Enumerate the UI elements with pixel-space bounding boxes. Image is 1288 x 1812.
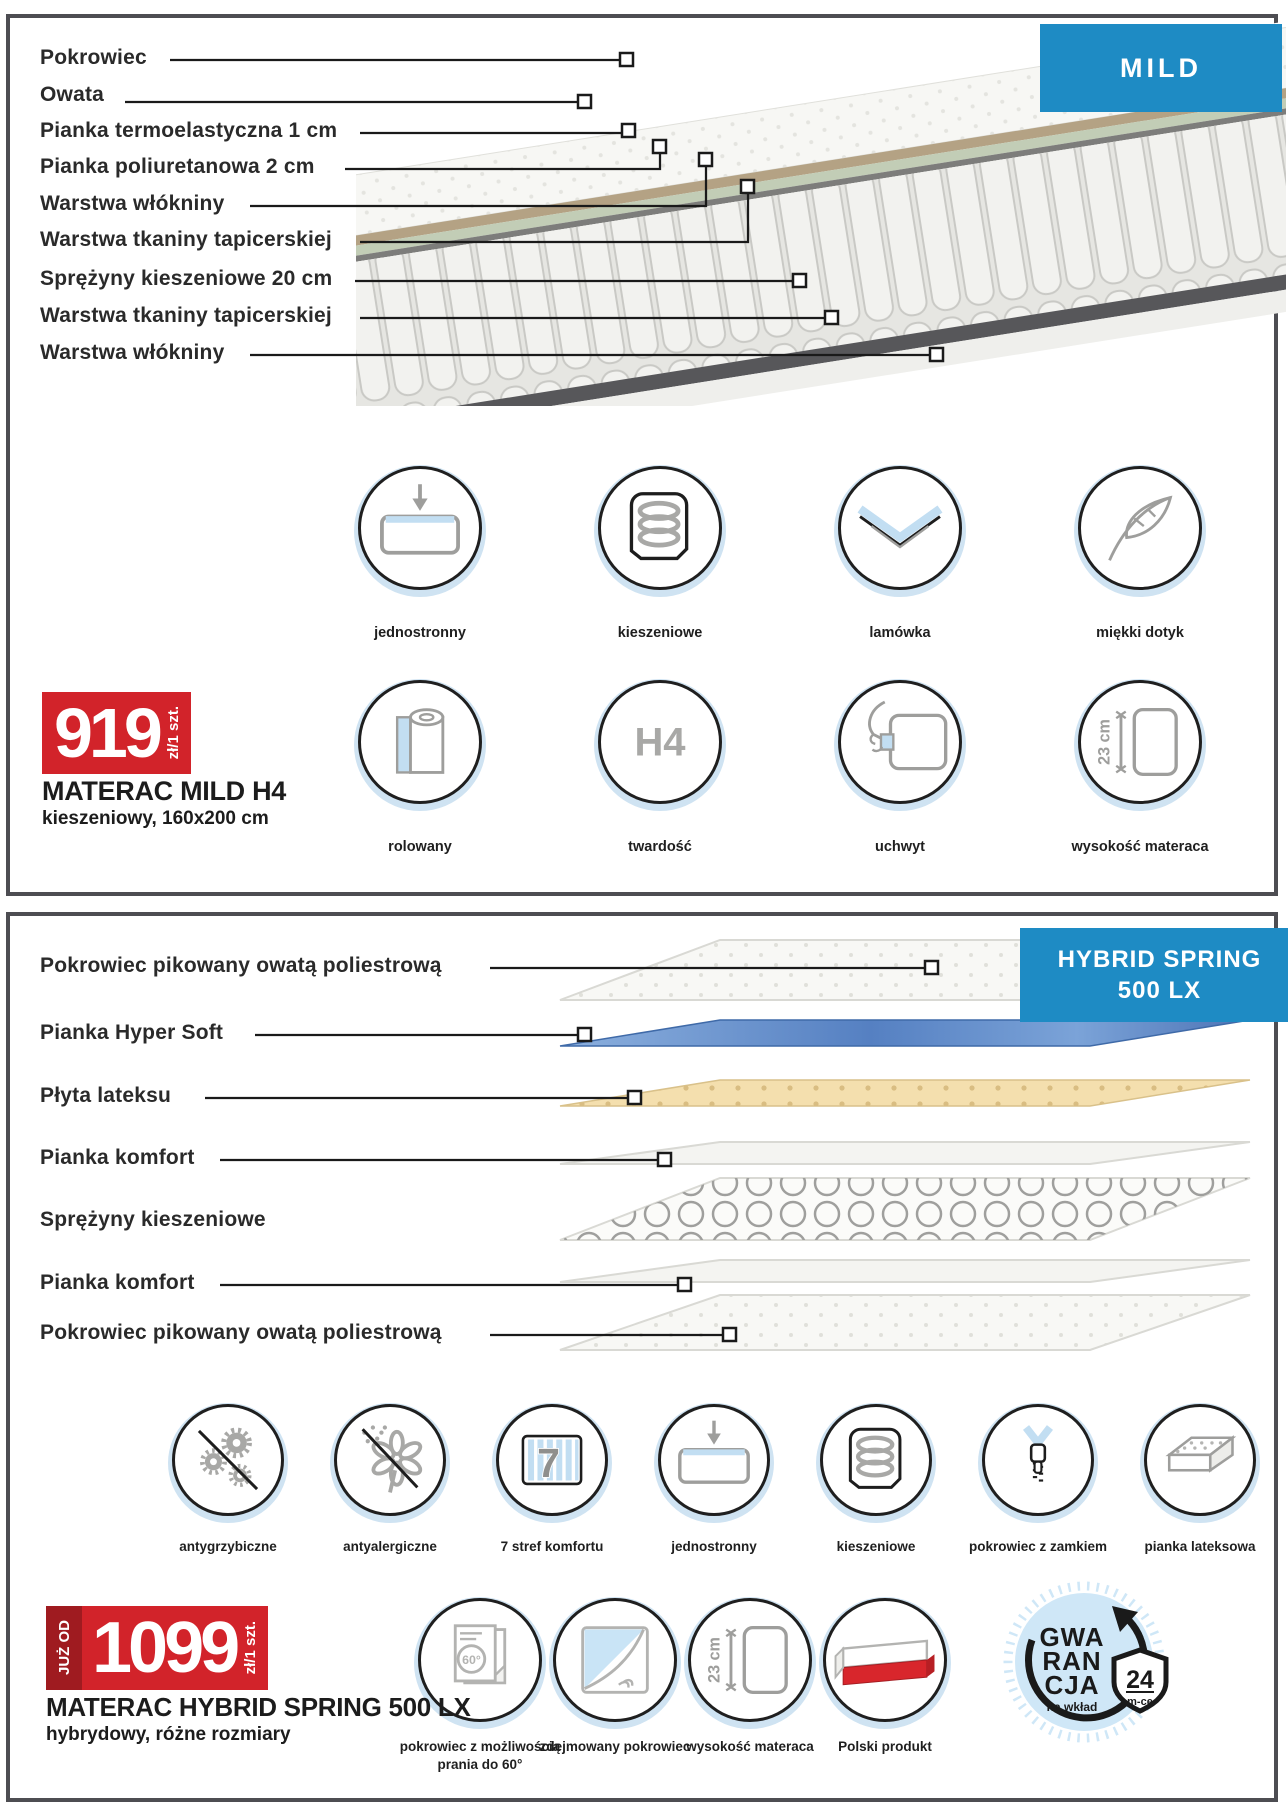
- height-icon: [1078, 680, 1202, 804]
- feature-rolowany: [320, 680, 520, 857]
- feature-label: 7 stref komfortu: [500, 1539, 604, 1554]
- polish-product-icon: [823, 1598, 947, 1722]
- feature-lamowka: [800, 466, 1000, 643]
- layer-label: Płyta lateksu: [40, 1084, 171, 1107]
- feature-antygrzybiczne: [143, 1404, 313, 1556]
- washing-temp-glyph: 60°: [462, 1652, 481, 1667]
- removable-cover-icon: [553, 1598, 677, 1722]
- feature-polski-produkt: [795, 1598, 975, 1756]
- feature-label: pianka lateksowa: [1144, 1539, 1256, 1554]
- feature-label: pokrowiec z zamkiem: [968, 1539, 1108, 1554]
- feature-label: jednostronny: [671, 1539, 757, 1554]
- height-icon: [688, 1598, 812, 1722]
- feature-label: uchwyt: [875, 839, 925, 855]
- layer-label: Pokrowiec pikowany owatą poliestrową: [40, 954, 442, 977]
- price-prefix: [46, 1606, 82, 1690]
- feature-kieszeniowe-2: [791, 1404, 961, 1556]
- price-prefix-text: JUŻ OD: [55, 1620, 73, 1676]
- feature-kieszeniowe: [560, 466, 760, 643]
- feature-uchwyt: [800, 680, 1000, 857]
- layer-label: Pokrowiec pikowany owatą poliestrową: [40, 1321, 442, 1344]
- price-unit: [163, 692, 191, 774]
- product-name: MATERAC MILD H4: [42, 776, 286, 806]
- height-measure: 23 cm: [705, 1637, 724, 1683]
- price-box: [42, 692, 191, 774]
- layer-label: Pokrowiec: [40, 46, 147, 69]
- feature-label: twardość: [628, 839, 692, 855]
- antiallergic-icon: [334, 1404, 446, 1516]
- price-unit-text: zł/1 szt.: [242, 1621, 260, 1675]
- feature-wysokosc-materaca: [1040, 680, 1240, 857]
- feature-label: miękki dotyk: [1096, 625, 1184, 641]
- feature-label: zdejmowany pokrowiec: [539, 1739, 691, 1754]
- feature-pokrowiec-z-zamkiem: [953, 1404, 1123, 1556]
- feature-label: lamówka: [869, 625, 931, 641]
- feature-label: jednostronny: [374, 625, 466, 641]
- feature-antyalergiczne: [305, 1404, 475, 1556]
- feature-label: pokrowiec z możliwością prania do 60°: [399, 1739, 561, 1772]
- feature-miekki-dotyk: [1040, 466, 1240, 643]
- feature-jednostronny-2: [629, 1404, 799, 1556]
- layer-label: Pianka komfort: [40, 1271, 195, 1294]
- product-name: MATERAC HYBRID SPRING 500 LX: [46, 1692, 471, 1722]
- rolled-icon: [358, 680, 482, 804]
- feature-pianka-lateksowa: [1115, 1404, 1285, 1556]
- price-block-mild: [42, 692, 191, 774]
- pocket-spring-icon: [598, 466, 722, 590]
- product-desc: hybrydowy, różne rozmiary: [46, 1724, 291, 1745]
- variant-badge-mild: MILD: [1040, 24, 1282, 112]
- price-unit: [240, 1606, 268, 1690]
- layer-label: Pianka poliuretanowa 2 cm: [40, 155, 315, 178]
- price-block-hybrid: [46, 1606, 268, 1690]
- layer-label: Pianka Hyper Soft: [40, 1021, 224, 1044]
- layer-label: Sprężyny kieszeniowe 20 cm: [40, 267, 333, 290]
- guarantee-unit: m-ce: [1127, 1696, 1153, 1708]
- price-amount: 919: [54, 694, 159, 772]
- price-unit-text: zł/1 szt.: [164, 706, 182, 760]
- feature-label: kieszeniowe: [617, 625, 703, 641]
- feature-label: wysokość materaca: [1071, 839, 1209, 855]
- handle-icon: [838, 680, 962, 804]
- layer-label: Warstwa tkaniny tapicerskiej: [40, 228, 332, 251]
- variant-badge-hybrid-spring: HYBRID SPRING 500 LX: [1020, 928, 1288, 1022]
- layer-label: Warstwa tkaniny tapicerskiej: [40, 304, 332, 327]
- layer-label: Pianka komfort: [40, 1146, 195, 1169]
- feature-7-stref: [467, 1404, 637, 1556]
- latex-foam-icon: [1144, 1404, 1256, 1516]
- height-measure: 23 cm: [1095, 719, 1114, 765]
- feather-icon: [1078, 466, 1202, 590]
- feature-twardosc: [560, 680, 760, 857]
- guarantee-sub: na wkład: [1046, 1700, 1098, 1714]
- feature-label: wysokość materaca: [686, 1739, 814, 1754]
- hardness-glyph: H4: [634, 720, 686, 765]
- layer-label: Owata: [40, 83, 105, 106]
- feature-label: rolowany: [388, 839, 452, 855]
- feature-label: Polski produkt: [838, 1739, 932, 1754]
- zipper-icon: [982, 1404, 1094, 1516]
- layer-label: Pianka termoelastyczna 1 cm: [40, 119, 338, 142]
- price-amount: 1099: [92, 1608, 237, 1688]
- layer-label: Sprężyny kieszeniowe: [40, 1208, 266, 1231]
- price-box: [46, 1606, 268, 1690]
- feature-label: kieszeniowe: [836, 1539, 916, 1554]
- layer-label: Warstwa włókniny: [40, 192, 225, 215]
- guarantee-word-1: GWA: [1039, 1622, 1105, 1652]
- pocket-spring-icon: [820, 1404, 932, 1516]
- product-desc: kieszeniowy, 160x200 cm: [42, 808, 269, 829]
- feature-label: antyalergiczne: [343, 1539, 437, 1554]
- seven-glyph: 7: [537, 1440, 560, 1487]
- guarantee-badge: [1002, 1578, 1174, 1755]
- feature-label: antygrzybiczne: [179, 1539, 277, 1554]
- guarantee-icon: [1002, 1578, 1174, 1750]
- guarantee-word-3: CJA: [1044, 1670, 1100, 1700]
- piping-icon: [838, 466, 962, 590]
- one-sided-icon: [658, 1404, 770, 1516]
- feature-jednostronny: [320, 466, 520, 643]
- seven-zones-icon: [496, 1404, 608, 1516]
- antifungal-icon: [172, 1404, 284, 1516]
- guarantee-value: 24: [1126, 1666, 1154, 1694]
- hardness-icon: [598, 680, 722, 804]
- one-sided-icon: [358, 466, 482, 590]
- guarantee-word-2: RAN: [1042, 1646, 1102, 1676]
- layer-label: Warstwa włókniny: [40, 341, 225, 364]
